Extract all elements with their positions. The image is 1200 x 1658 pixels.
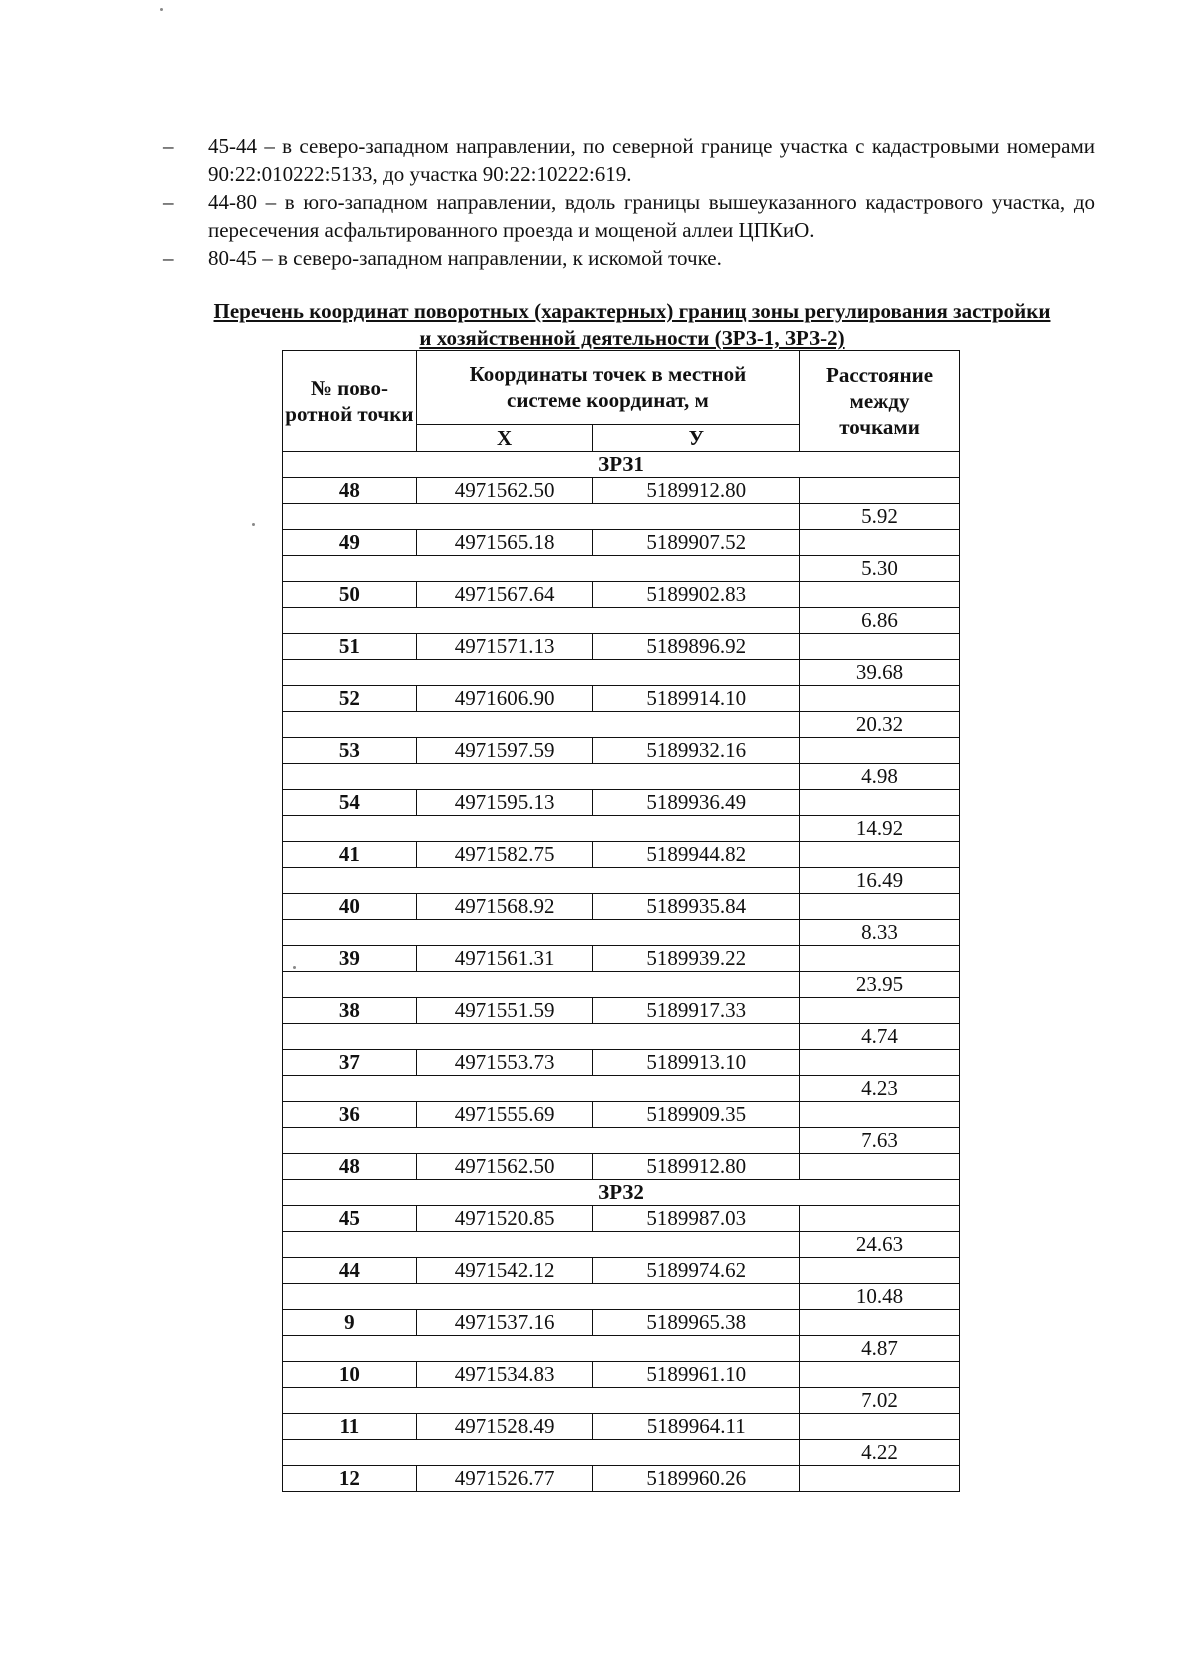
zone-name: ЗРЗ1 xyxy=(283,452,960,478)
distance-blank xyxy=(800,686,960,712)
distance-value: 5.92 xyxy=(800,504,960,530)
heading-line-1: Перечень координат поворотных (характерных) границ зоны регулирования застройки xyxy=(213,299,1051,323)
point-row xyxy=(283,634,960,660)
bullet-item xyxy=(163,244,1095,272)
distance-blank xyxy=(800,634,960,660)
empty-cell xyxy=(283,608,800,634)
point-row xyxy=(283,1050,960,1076)
distance-blank xyxy=(800,1050,960,1076)
bullet-item xyxy=(163,188,1095,244)
coord-y: 5189909.35 xyxy=(593,1102,800,1128)
distance-blank xyxy=(800,842,960,868)
distance-row xyxy=(283,972,960,998)
coord-y: 5189913.10 xyxy=(593,1050,800,1076)
distance-blank xyxy=(800,1206,960,1232)
empty-cell xyxy=(283,868,800,894)
scan-speck xyxy=(293,966,296,969)
point-row xyxy=(283,1206,960,1232)
coord-y: 5189917.33 xyxy=(593,998,800,1024)
coord-x: 4971551.59 xyxy=(416,998,593,1024)
coord-y: 5189907.52 xyxy=(593,530,800,556)
distance-row xyxy=(283,868,960,894)
coord-x: 4971561.31 xyxy=(416,946,593,972)
coord-x: 4971562.50 xyxy=(416,478,593,504)
point-number: 39 xyxy=(283,946,417,972)
coord-x: 4971567.64 xyxy=(416,582,593,608)
coord-x: 4971526.77 xyxy=(416,1466,593,1492)
coord-x: 4971565.18 xyxy=(416,530,593,556)
distance-blank xyxy=(800,1258,960,1284)
coord-y: 5189912.80 xyxy=(593,1154,800,1180)
empty-cell xyxy=(283,1336,800,1362)
distance-row xyxy=(283,920,960,946)
coord-y: 5189944.82 xyxy=(593,842,800,868)
coord-x: 4971595.13 xyxy=(416,790,593,816)
empty-cell xyxy=(283,556,800,582)
empty-cell xyxy=(283,660,800,686)
distance-row xyxy=(283,1388,960,1414)
distance-blank xyxy=(800,738,960,764)
distance-value: 4.74 xyxy=(800,1024,960,1050)
header-x: X xyxy=(416,424,593,451)
header-coordinates: Координаты точек в местной системе координат, м xyxy=(416,351,799,425)
coord-x: 4971553.73 xyxy=(416,1050,593,1076)
coord-y: 5189935.84 xyxy=(593,894,800,920)
zone-row xyxy=(283,1180,960,1206)
distance-value: 39.68 xyxy=(800,660,960,686)
table-body xyxy=(283,452,960,1492)
point-row xyxy=(283,790,960,816)
point-number: 10 xyxy=(283,1362,417,1388)
point-number: 48 xyxy=(283,1154,417,1180)
point-row xyxy=(283,1102,960,1128)
distance-value: 6.86 xyxy=(800,608,960,634)
point-row xyxy=(283,1310,960,1336)
empty-cell xyxy=(283,816,800,842)
empty-cell xyxy=(283,1284,800,1310)
distance-blank xyxy=(800,946,960,972)
empty-cell xyxy=(283,1440,800,1466)
coord-x: 4971582.75 xyxy=(416,842,593,868)
header-distance: Расстояние между точками xyxy=(800,351,960,452)
empty-cell xyxy=(283,1388,800,1414)
empty-cell xyxy=(283,1232,800,1258)
distance-value: 4.23 xyxy=(800,1076,960,1102)
empty-cell xyxy=(283,764,800,790)
scan-speck xyxy=(160,8,163,11)
distance-row xyxy=(283,504,960,530)
coord-x: 4971597.59 xyxy=(416,738,593,764)
coord-x: 4971571.13 xyxy=(416,634,593,660)
point-row xyxy=(283,686,960,712)
distance-blank xyxy=(800,1310,960,1336)
coord-y: 5189965.38 xyxy=(593,1310,800,1336)
coord-y: 5189936.49 xyxy=(593,790,800,816)
header-y: У xyxy=(593,424,800,451)
distance-value: 14.92 xyxy=(800,816,960,842)
empty-cell xyxy=(283,1024,800,1050)
coord-y: 5189896.92 xyxy=(593,634,800,660)
empty-cell xyxy=(283,712,800,738)
point-row xyxy=(283,1154,960,1180)
coord-x: 4971520.85 xyxy=(416,1206,593,1232)
distance-row xyxy=(283,1232,960,1258)
coord-y: 5189912.80 xyxy=(593,478,800,504)
coord-y: 5189960.26 xyxy=(593,1466,800,1492)
point-row xyxy=(283,998,960,1024)
point-number: 54 xyxy=(283,790,417,816)
distance-value: 4.22 xyxy=(800,1440,960,1466)
distance-blank xyxy=(800,1414,960,1440)
distance-value: 8.33 xyxy=(800,920,960,946)
empty-cell xyxy=(283,972,800,998)
bullet-text: 45-44 – в северо-западном направлении, по северной границе участка с кадастровыми номерами 90:22:010222:5133, до участка 90:22:10222:619. xyxy=(208,134,1095,186)
distance-row xyxy=(283,816,960,842)
distance-blank xyxy=(800,1362,960,1388)
distance-row xyxy=(283,660,960,686)
point-number: 36 xyxy=(283,1102,417,1128)
distance-blank xyxy=(800,894,960,920)
point-number: 50 xyxy=(283,582,417,608)
bullet-dash: – xyxy=(163,190,174,214)
coord-x: 4971534.83 xyxy=(416,1362,593,1388)
distance-value: 4.87 xyxy=(800,1336,960,1362)
bullet-list xyxy=(163,132,1095,272)
distance-value: 7.63 xyxy=(800,1128,960,1154)
distance-blank xyxy=(800,1102,960,1128)
coord-y: 5189902.83 xyxy=(593,582,800,608)
coord-y: 5189987.03 xyxy=(593,1206,800,1232)
point-number: 45 xyxy=(283,1206,417,1232)
empty-cell xyxy=(283,1128,800,1154)
point-number: 38 xyxy=(283,998,417,1024)
coord-y: 5189974.62 xyxy=(593,1258,800,1284)
point-number: 9 xyxy=(283,1310,417,1336)
distance-value: 7.02 xyxy=(800,1388,960,1414)
bullet-text: 44-80 – в юго-западном направлении, вдоль границы вышеуказанного кадастрового участка, до пересечения асфальтированного проезда и мощеной аллеи ЦПКиО. xyxy=(208,190,1095,242)
point-number: 44 xyxy=(283,1258,417,1284)
point-number: 40 xyxy=(283,894,417,920)
point-row xyxy=(283,1258,960,1284)
heading-line-2: и хозяйственной деятельности (ЗРЗ-1, ЗРЗ-2) xyxy=(419,326,845,350)
coord-x: 4971542.12 xyxy=(416,1258,593,1284)
zone-name: ЗРЗ2 xyxy=(283,1180,960,1206)
coord-x: 4971606.90 xyxy=(416,686,593,712)
distance-row xyxy=(283,1440,960,1466)
distance-row xyxy=(283,1024,960,1050)
point-row xyxy=(283,894,960,920)
distance-blank xyxy=(800,790,960,816)
distance-blank xyxy=(800,998,960,1024)
point-number: 37 xyxy=(283,1050,417,1076)
point-row xyxy=(283,530,960,556)
coord-x: 4971537.16 xyxy=(416,1310,593,1336)
point-number: 48 xyxy=(283,478,417,504)
distance-blank xyxy=(800,478,960,504)
distance-value: 10.48 xyxy=(800,1284,960,1310)
distance-row xyxy=(283,1284,960,1310)
bullet-text: 80-45 – в северо-западном направлении, к искомой точке. xyxy=(208,246,722,270)
distance-row xyxy=(283,1336,960,1362)
point-number: 49 xyxy=(283,530,417,556)
point-row xyxy=(283,946,960,972)
bullet-dash: – xyxy=(163,246,174,270)
distance-row xyxy=(283,764,960,790)
point-number: 11 xyxy=(283,1414,417,1440)
distance-row xyxy=(283,556,960,582)
distance-value: 16.49 xyxy=(800,868,960,894)
point-number: 12 xyxy=(283,1466,417,1492)
coord-x: 4971568.92 xyxy=(416,894,593,920)
point-row xyxy=(283,1414,960,1440)
coord-y: 5189914.10 xyxy=(593,686,800,712)
distance-blank xyxy=(800,582,960,608)
point-row xyxy=(283,478,960,504)
coord-x: 4971562.50 xyxy=(416,1154,593,1180)
coord-x: 4971528.49 xyxy=(416,1414,593,1440)
bullet-item xyxy=(163,132,1095,188)
point-row xyxy=(283,842,960,868)
point-row xyxy=(283,1362,960,1388)
distance-blank xyxy=(800,530,960,556)
bullet-dash: – xyxy=(163,134,174,158)
point-number: 52 xyxy=(283,686,417,712)
coordinates-table xyxy=(282,350,960,1492)
point-number: 51 xyxy=(283,634,417,660)
coord-y: 5189961.10 xyxy=(593,1362,800,1388)
distance-blank xyxy=(800,1154,960,1180)
zone-row xyxy=(283,452,960,478)
distance-row xyxy=(283,1076,960,1102)
distance-value: 5.30 xyxy=(800,556,960,582)
point-row xyxy=(283,738,960,764)
distance-value: 20.32 xyxy=(800,712,960,738)
distance-row xyxy=(283,608,960,634)
coord-y: 5189932.16 xyxy=(593,738,800,764)
distance-value: 23.95 xyxy=(800,972,960,998)
point-row xyxy=(283,1466,960,1492)
scan-speck xyxy=(252,523,255,526)
point-number: 41 xyxy=(283,842,417,868)
distance-row xyxy=(283,712,960,738)
empty-cell xyxy=(283,1076,800,1102)
table-heading xyxy=(168,298,1096,352)
point-row xyxy=(283,582,960,608)
coord-y: 5189939.22 xyxy=(593,946,800,972)
coord-x: 4971555.69 xyxy=(416,1102,593,1128)
empty-cell xyxy=(283,504,800,530)
point-number: 53 xyxy=(283,738,417,764)
coord-y: 5189964.11 xyxy=(593,1414,800,1440)
distance-value: 24.63 xyxy=(800,1232,960,1258)
distance-row xyxy=(283,1128,960,1154)
distance-value: 4.98 xyxy=(800,764,960,790)
distance-blank xyxy=(800,1466,960,1492)
empty-cell xyxy=(283,920,800,946)
header-point-number: № пово-ротной точки xyxy=(283,351,417,452)
